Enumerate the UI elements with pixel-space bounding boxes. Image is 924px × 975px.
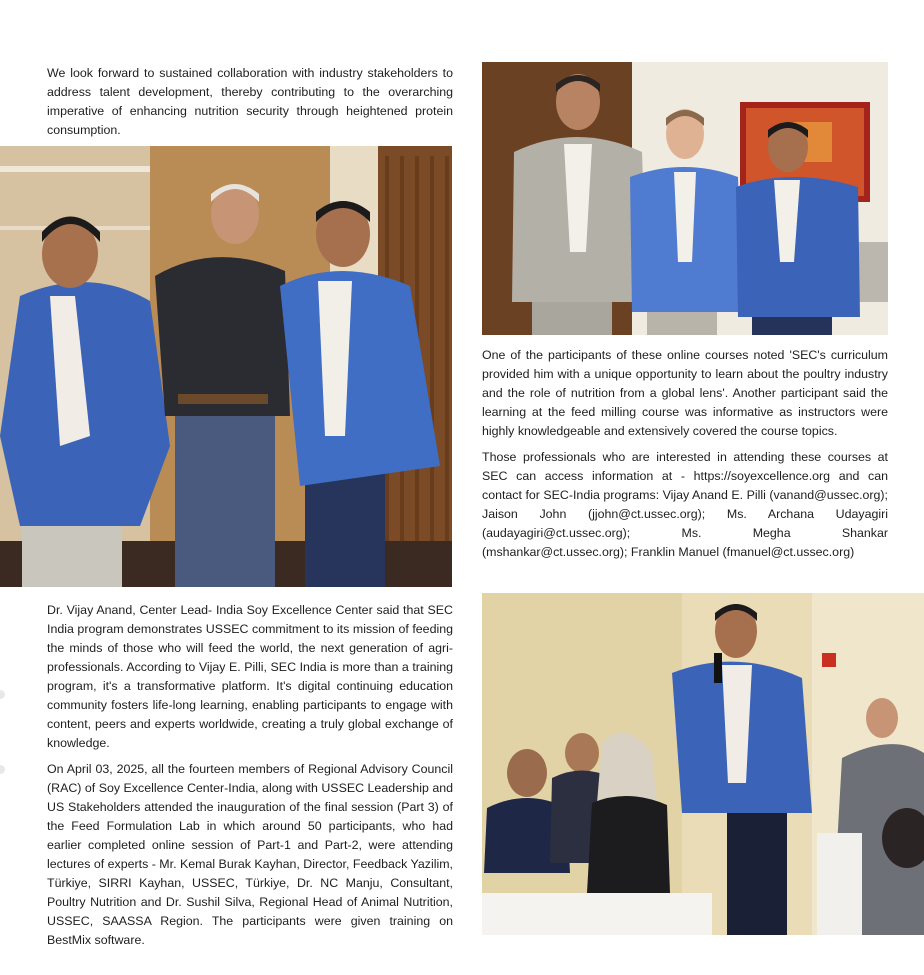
left-group-photo [0, 146, 452, 587]
right-text-block [482, 346, 888, 569]
seminar-photo [482, 593, 924, 935]
event-paragraph: On April 03, 2025, all the fourteen members of Regional Advisory Council (RAC) of Soy Excellence Center-India, along with USSEC Leadership and US Stakeholders attended the inauguration of the final session (Part 3) of the Feed Formulation Lab in which around 50 participants, who had earlier completed online session of Part-1 and Part-2, were attending lectures of experts - Mr. Kemal Burak Kayhan, Director, Feedback Yazilim, Türkiye, SIRRI Kayhan, USSEC, Türkiye, Dr. NC Manju, Consultant, Poultry Nutrition and Dr. Sushil Silva, Regional Head of Animal Nutrition, USSEC, SAASSA Region. The participants were given training on BestMix software. [47, 762, 453, 947]
right-group-photo [482, 62, 888, 335]
contact-paragraph: Those professionals who are interested in attending these courses at SEC can access information at - https://soyexcellence.org and can contact for SEC-India programs: Vijay Anand E. Pilli (vanand@ussec.org); Jaison John (jjohn@ct.ussec.org); Ms. Archana Udayagiri (audayagiri@ct.ussec.org); Ms. Megha Shankar (mshankar@ct.ussec.org); Franklin Manuel (fmanuel@ct.ussec.org) [482, 450, 888, 559]
quote-and-event-block [47, 601, 453, 957]
testimonial-paragraph: One of the participants of these online courses noted 'SEC's curriculum provided him with a unique opportunity to learn about the poultry industry and the role of nutrition from a global lens'. Another participant said the learning at the feed milling course was informative as instructors were highly knowledgeable and extensively covered the course topics. [482, 348, 888, 438]
edge-mark [0, 690, 5, 699]
intro-text: We look forward to sustained collaboration with industry stakeholders to address talent development, thereby contributing to the overarching imperative of enhancing nutrition security through heightened protein consumption. [47, 66, 453, 137]
intro-paragraph [47, 64, 453, 147]
edge-mark [0, 765, 5, 774]
quote-paragraph: Dr. Vijay Anand, Center Lead- India Soy Excellence Center said that SEC India program demonstrates USSEC commitment to its mission of feeding the minds of those who will feed the world, the next generation of agri-professionals. According to Vijay E. Pilli, SEC India is more than a training program, it's a transformative platform. It's digital continuing education community fosters life-long learning, enabling participants to engage with content, peers and experts worldwide, creating a truly global exchange of knowledge. [47, 603, 453, 750]
